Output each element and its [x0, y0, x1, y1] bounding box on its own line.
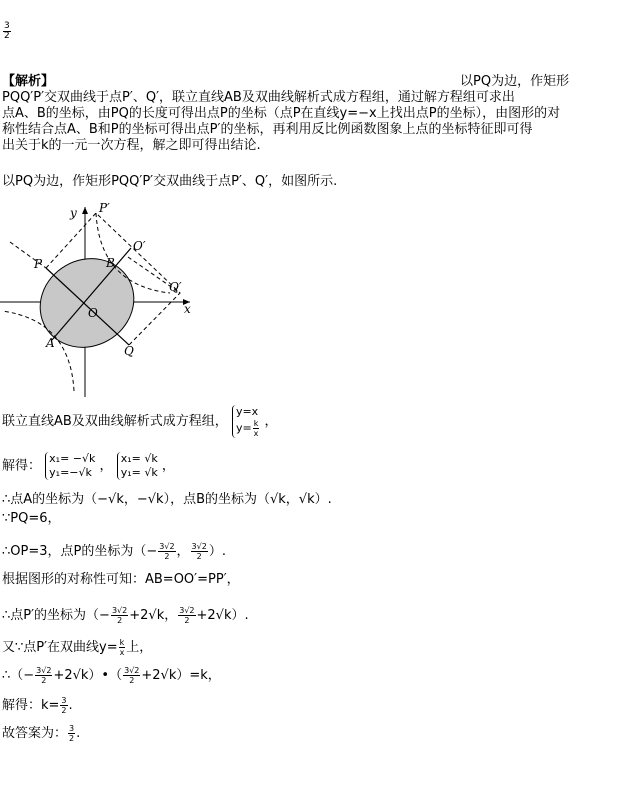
on-curve-frac-num: k [119, 638, 125, 647]
label-p-prime: P′ [99, 201, 110, 215]
solution-2 [117, 452, 158, 480]
k-suffix: . [68, 698, 73, 713]
eq-prefix: ∴（− [2, 668, 35, 683]
answer-prefix: 故答案为： [2, 726, 68, 741]
eq-frac [35, 666, 52, 685]
step-construct-rectangle: 以PQ为边，作矩形PQQ′P′交双曲线于点P′、Q′，如图所示. [2, 174, 338, 189]
op-mid: ， [176, 544, 190, 559]
sol-sep: ， [99, 458, 113, 474]
pprime-suffix: +2√k）. [196, 608, 249, 623]
coords-ab: ∴点A的坐标为（−√k，−√k），点B的坐标为（√k，√k）. [2, 492, 332, 507]
label-b: B [106, 256, 115, 270]
pprime-mid: +2√k， [129, 608, 178, 623]
k-prefix: 解得：k= [2, 698, 60, 713]
system-intro: 联立直线AB及双曲线解析式成方程组， [2, 414, 228, 429]
pprime-frac [111, 606, 128, 625]
sol-end: ， [161, 458, 175, 474]
label-o-prime: O′ [133, 239, 146, 253]
sol1-eq2: y₁=−√k [49, 466, 92, 479]
pprime-frac2 [178, 606, 195, 625]
k-line [2, 694, 73, 715]
op-frac2 [191, 542, 208, 561]
on-curve-suffix: 上， [126, 640, 153, 655]
system-eq2-den: x [253, 429, 259, 438]
k-frac-num: 3 [61, 696, 67, 705]
label-q-prime: Q′ [169, 280, 182, 294]
label-p: P [34, 257, 43, 271]
answer-frac-den: 2 [69, 734, 75, 743]
symmetry-line: 根据图形的对称性可知：AB=OO′=PP′， [2, 572, 240, 587]
answer-frac [68, 724, 75, 743]
eq-frac-num: 3√2 [36, 666, 52, 675]
label-x: x [184, 302, 191, 316]
top-answer-num: 3 [4, 21, 10, 31]
pprime-frac-num: 3√2 [111, 606, 128, 615]
analysis-intro: 以PQ为边，作矩形 [460, 74, 570, 89]
analysis-heading: 【解析】 [2, 74, 55, 89]
eq-frac2-den: 2 [129, 676, 135, 685]
on-curve-frac [119, 638, 126, 657]
analysis-line-2: 点A、B的坐标，由PQ的长度可得出点P的坐标（点P在直线y=−x上找出点P的坐标），由图形的对 [2, 106, 561, 121]
system-line [2, 405, 277, 438]
system-tail: ， [264, 414, 278, 429]
op-frac2-den: 2 [196, 552, 202, 561]
top-answer-fraction [3, 22, 11, 41]
sol2-eq1: x₁= √k [120, 452, 158, 465]
op-suffix: ）. [208, 544, 226, 559]
pprime-prefix: ∴点P′的坐标为（− [2, 608, 110, 623]
op-line [2, 540, 226, 561]
system-brace [232, 405, 260, 438]
geometry-figure [0, 195, 200, 400]
label-q: Q [124, 344, 134, 358]
k-frac-den: 2 [61, 706, 67, 715]
answer-line [2, 722, 80, 743]
solve-label: 解得： [2, 458, 42, 474]
answer-suffix: . [76, 726, 81, 741]
eq-mid: +2√k）•（ [53, 668, 123, 683]
label-y: y [70, 206, 77, 220]
on-curve-line [2, 636, 152, 657]
op-frac-num: 3√2 [159, 542, 175, 551]
analysis-line-4: 出关于k的一元一次方程，解之即可得出结论. [2, 138, 261, 153]
pprime-frac2-num: 3√2 [179, 606, 195, 615]
sol1-eq1: x₁= −√k [49, 452, 96, 465]
op-frac [158, 542, 175, 561]
y-axis-arrow [82, 207, 88, 214]
op-prefix: ∴OP=3，点P的坐标为（− [2, 544, 158, 559]
system-eq2-num: k [253, 419, 259, 428]
analysis-line-1: PQQ′P′交双曲线于点P′、Q′，联立直线AB及双曲线解析式成方程组，通过解方程组可求出 [2, 90, 515, 105]
solution-1 [45, 452, 95, 480]
answer-frac-num: 3 [69, 724, 75, 733]
solution-line [2, 452, 175, 480]
op-frac2-num: 3√2 [191, 542, 207, 551]
op-frac-den: 2 [164, 552, 170, 561]
eq-frac2 [123, 666, 140, 685]
equation-line [2, 664, 221, 685]
top-answer-den: 2 [4, 31, 10, 41]
on-curve-frac-den: x [119, 648, 125, 657]
label-o: O [88, 306, 98, 320]
system-eq1: y=x [235, 405, 259, 418]
sol2-eq2: y₁= √k [120, 466, 158, 479]
label-a: A [46, 336, 55, 350]
pprime-frac2-den: 2 [184, 616, 190, 625]
eq-suffix: +2√k）=k， [141, 668, 221, 683]
pq-length: ∵PQ=6， [2, 511, 61, 526]
pprime-line [2, 604, 249, 625]
system-eq2-lhs: y= [235, 421, 252, 435]
analysis-line-3: 称性结合点A、B和P的坐标可得出点P′的坐标，再利用反比例函数图象上点的坐标特征即可得 [2, 122, 533, 137]
eq-frac-den: 2 [41, 676, 47, 685]
pprime-frac-den: 2 [117, 616, 123, 625]
k-frac [60, 696, 67, 715]
on-curve-prefix: 又∵点P′在双曲线y= [2, 640, 118, 655]
eq-frac2-num: 3√2 [124, 666, 140, 675]
